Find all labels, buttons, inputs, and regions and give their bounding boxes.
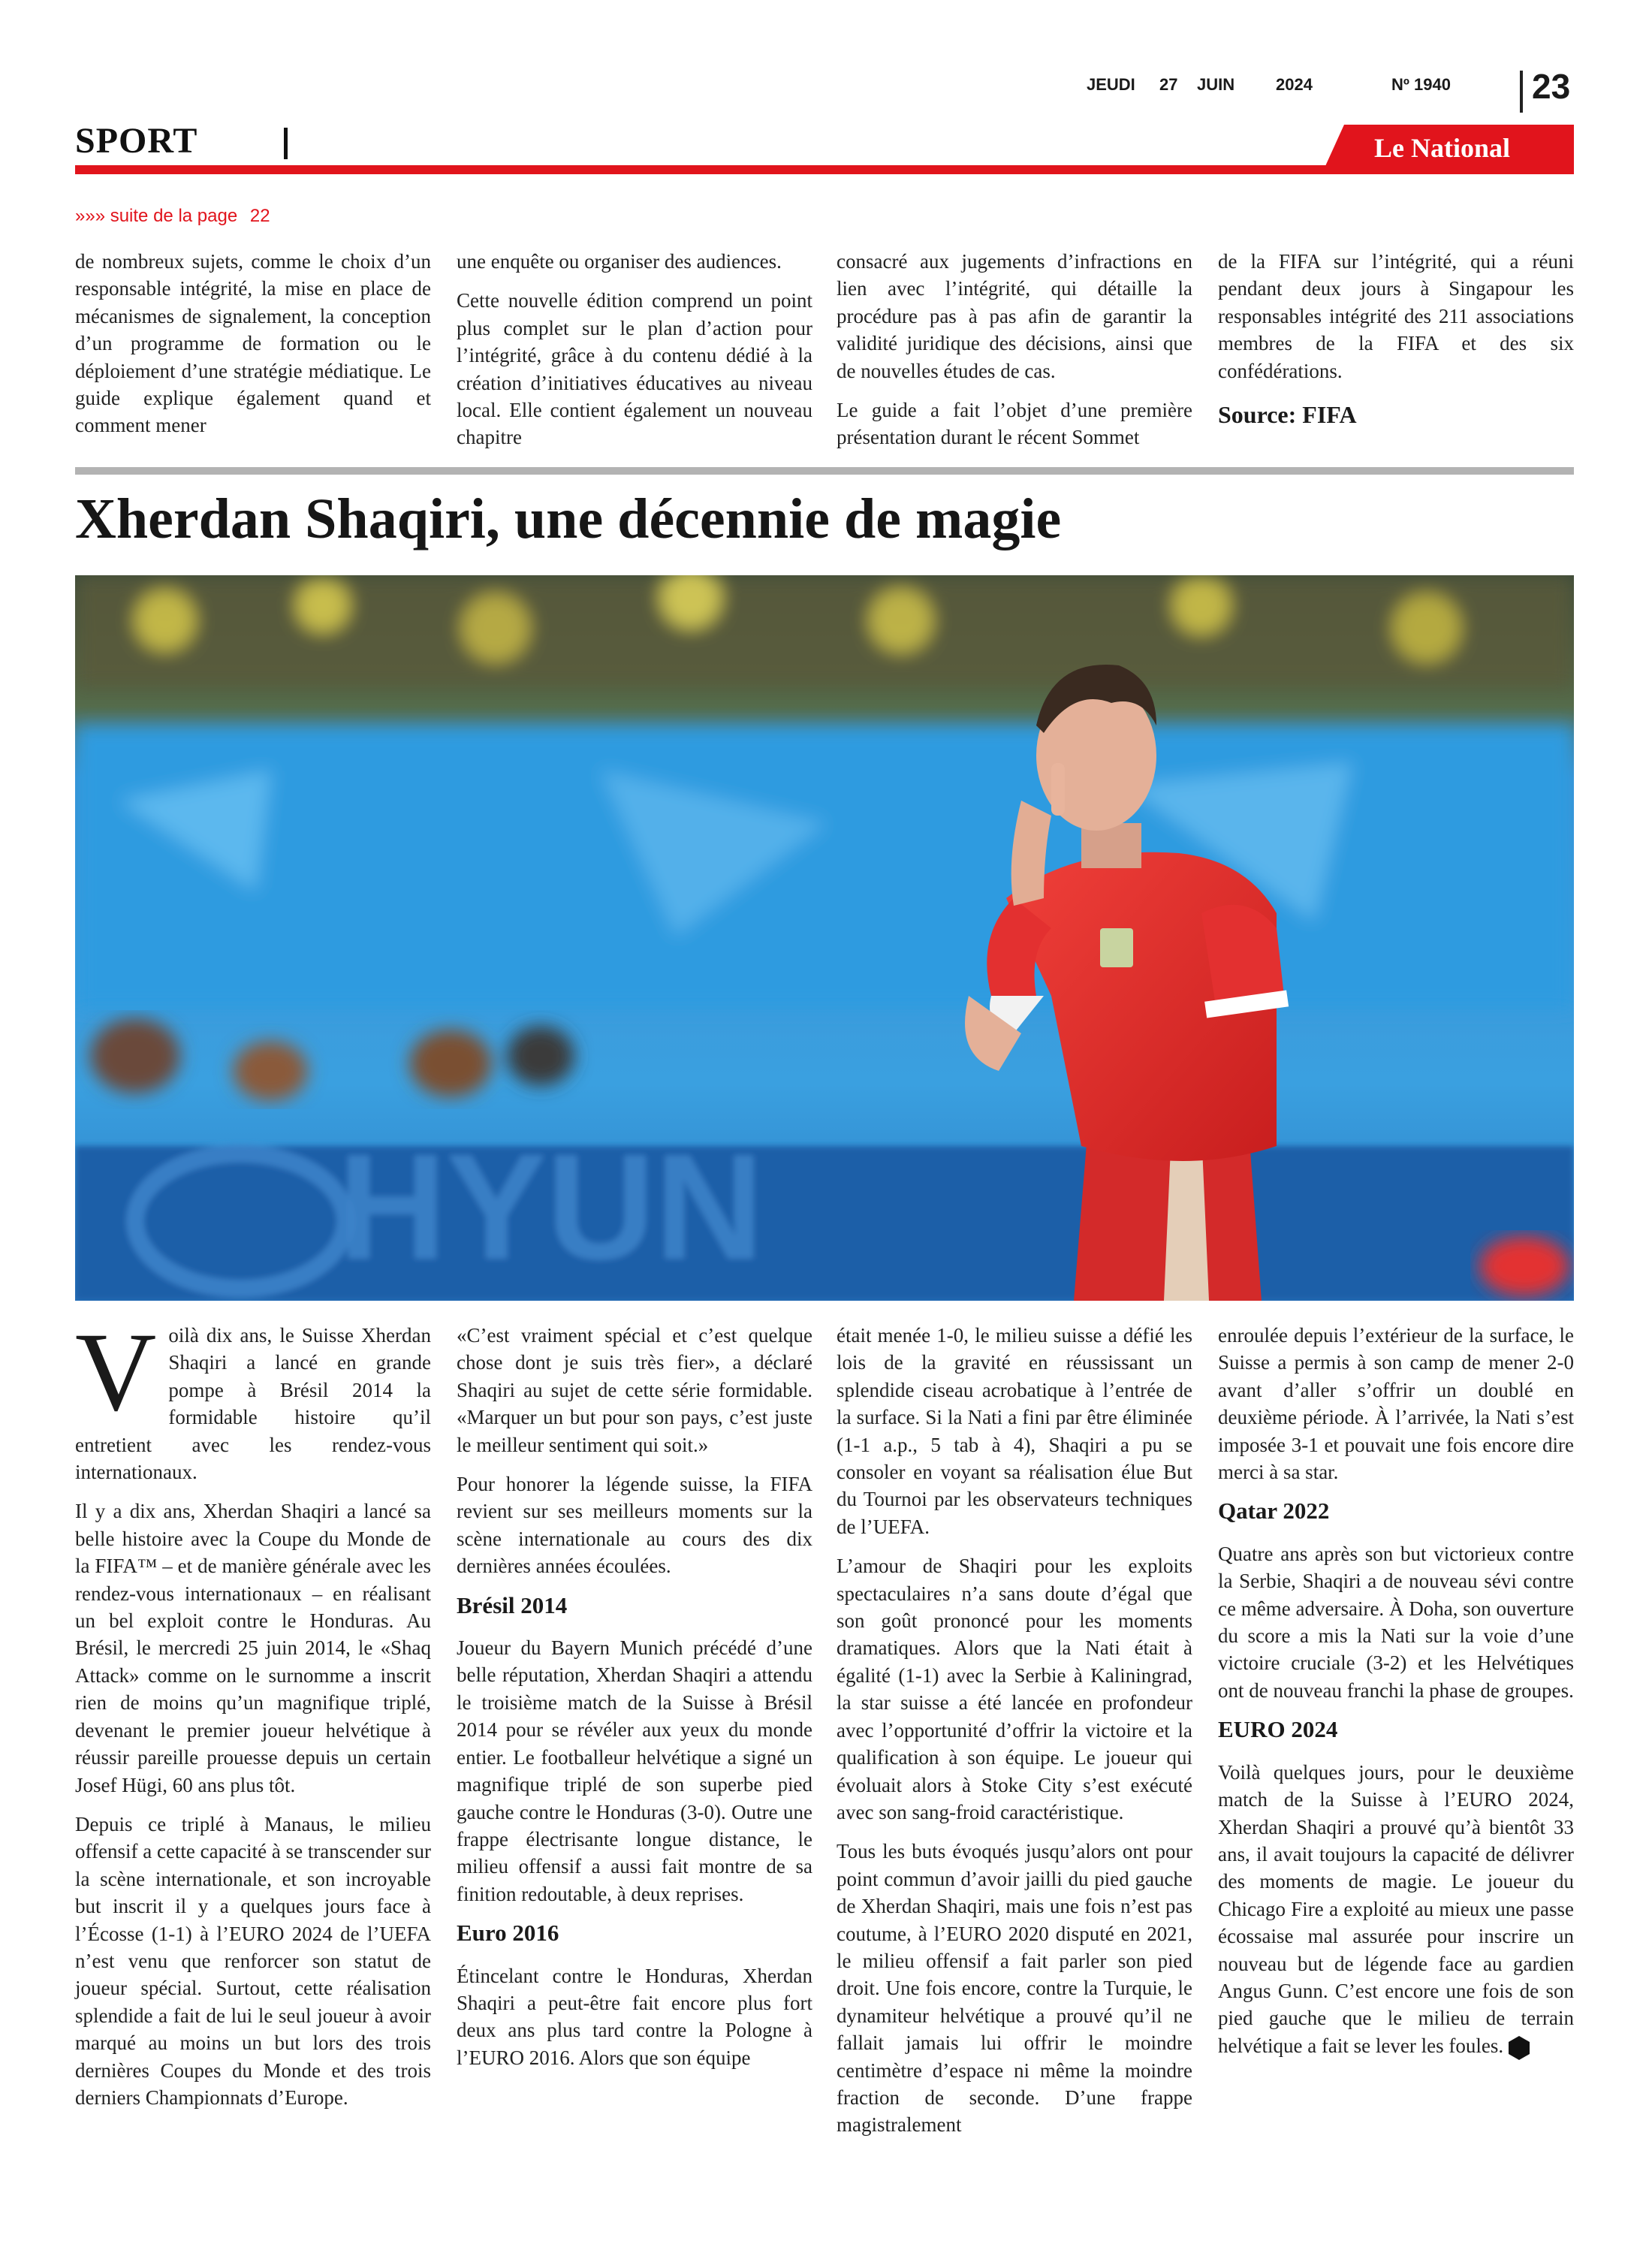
header-month: JUIN bbox=[1197, 75, 1235, 94]
header-day: JEUDI bbox=[1087, 75, 1135, 94]
article-separator-rule bbox=[75, 467, 1574, 475]
lead-paragraph: Voilà dix ans, le Suisse Xherdan Shaqiri a lancé en grande pompe à Brésil 2014 la formidable histoire qu’il entretient avec les rendez-vous internationaux. bbox=[75, 1310, 431, 1484]
paragraph: Étincelant contre le Honduras, Xherdan Shaqiri a peut-être fait encore plus fort deux ans plus tard contre la Pologne à l’EURO 2016. Alors que son équipe bbox=[457, 1964, 812, 2069]
header-date-number: 27 bbox=[1159, 75, 1178, 94]
svg-text:HYUN: HYUN bbox=[338, 1123, 764, 1291]
paragraph: «C’est vraiment spécial et c’est quelque chose dont je suis très fier», a déclaré Shaqiri au sujet de cette série formidable. «Marquer un but pour son pays, c’est juste le meilleur sentiment qui soit.» bbox=[457, 1324, 812, 1456]
top-article-column-4 bbox=[1218, 248, 1574, 440]
subheading-euro-2016: Euro 2016 bbox=[457, 1920, 559, 1947]
paragraph: de nombreux sujets, comme le choix d’un responsable intégrité, la mise en place de mécanismes de signalement, la conception d’un programme de formation ou le déploiement d’une stratégie médiatique. Le guide explique également quand et comment mener bbox=[75, 250, 431, 437]
top-article-column-2 bbox=[457, 248, 812, 463]
paragraph: consacré aux jugements d’infractions en lien avec l’intégrité, qui détaille la procédure pas à pas afin de garantir la validité juridique des décisions, ainsi que de nouvelles études de cas. bbox=[837, 250, 1192, 382]
page-number-divider bbox=[1520, 71, 1523, 113]
main-article-column-2 bbox=[457, 1322, 812, 2083]
top-article-column-3 bbox=[837, 248, 1192, 463]
end-of-article-icon bbox=[1506, 2035, 1532, 2061]
header-year: 2024 bbox=[1276, 75, 1313, 94]
issue-number: Nº 1940 bbox=[1391, 75, 1451, 94]
article-source: Source: FIFA bbox=[1218, 401, 1357, 429]
drop-cap: V bbox=[75, 1310, 157, 1434]
main-article-column-3 bbox=[837, 1322, 1192, 2151]
subheading-bresil-2014: Brésil 2014 bbox=[457, 1591, 568, 1618]
paragraph: Cette nouvelle édition comprend un point plus complet sur le plan d’action pour l’intégrité, grâce à du contenu dédié à la création d’initiatives éducatives au niveau local. Elle contient également un nouveau chapitre bbox=[457, 289, 812, 449]
paragraph: Tous les buts évoqués jusqu’alors ont pour point commun d’avoir jailli du pied gauche de Xherdan Shaqiri, mais une fois n’est pas coutume, à l’EURO 2020 disputé en 2021, le milieu offensif a fait parler son pied droit. Une fois encore, contre la Turquie, le dynamiteur helvétique a prouvé qu’il ne fallait jamais lui offrir le moindre centimètre d’espace ni même la moindre fraction de seconde. D’une frappe magistralement bbox=[837, 1840, 1192, 2137]
section-divider bbox=[284, 128, 288, 159]
continued-from-note bbox=[75, 206, 270, 227]
brand-name: Le National bbox=[1374, 133, 1511, 163]
continued-prefix: »»» suite de la page bbox=[75, 206, 238, 226]
page-number: 23 bbox=[1532, 67, 1571, 106]
paragraph: Depuis ce triplé à Manaus, le milieu offensif a cette capacité à se transcender sur la scène internationale, et son incroyable but inscrit il y a quelques jours face à l’Écosse (1-1) à l’EURO 2024 de l’UEFA n’est venu que renforcer son statut de joueur spécial. Surtout, cette réalisation splendide a fait de lui le seul joueur à avoir marqué au moins un but lors des trois dernières Coupes du Monde et des trois derniers Championnats d’Europe. bbox=[75, 1812, 431, 2109]
subheading-qatar-2022: Qatar 2022 bbox=[1218, 1497, 1330, 1525]
paragraph: une enquête ou organiser des audiences. bbox=[457, 250, 782, 273]
top-article-column-1 bbox=[75, 248, 431, 451]
paragraph: Quatre ans après son but victorieux contre la Serbie, Shaqiri a de nouveau sévi contre ce même adversaire. À Doha, son ouverture du score a mis la Nati sur la voie d’une victoire cruciale (3-2) et les Helvétiques ont de nouveau franchi la phase de groupes. bbox=[1218, 1542, 1574, 1702]
main-article-column-1 bbox=[75, 1310, 431, 2123]
paragraph: Joueur du Bayern Munich précédé d’une belle réputation, Xherdan Shaqiri a attendu le troisième match de la Suisse à Brésil 2014 pour se révéler aux yeux du monde entier. Le footballeur helvétique a signé un magnifique triplé de son superbe pied gauche contre le Honduras (3-0). Outre une frappe électrisante longue distance, le milieu offensif a aussi fait montre de sa finition redoutable, à deux reprises. bbox=[457, 1636, 812, 1905]
subheading-euro-2024: EURO 2024 bbox=[1218, 1716, 1338, 1743]
article-photo bbox=[75, 575, 1574, 1301]
paragraph: L’amour de Shaqiri pour les exploits spectaculaires n’a sans doute d’égal que son goût prononcé pour les moments dramatiques. Alors que la Nati était à égalité (1-1) avec la Serbie à Kaliningrad, la star suisse a été lancée en profondeur avec l’opportunité d’offrir la victoire et la qualification à son équipe. Le joueur qui évoluait alors à Stoke City s’est exécuté avec son sang-froid caractéristique. bbox=[837, 1555, 1192, 1823]
paragraph: enroulée depuis l’extérieur de la surface, le Suisse a permis à son camp de mener 2-0 avant d’aller s’offrir un doublé en deuxième période. À l’arrivée, la Nati s’est imposée 3-1 et pouvait une fois encore dire merci à sa star. bbox=[1218, 1324, 1574, 1484]
continued-page-link[interactable]: 22 bbox=[249, 206, 270, 226]
paragraph: de la FIFA sur l’intégrité, qui a réuni pendant deux jours à Singapour les responsables intégrité des 211 associations membres de la FIFA et des six confédérations. bbox=[1218, 250, 1574, 382]
main-article-column-4 bbox=[1218, 1322, 1574, 2073]
section-title: SPORT bbox=[75, 121, 198, 161]
paragraph: Le guide a fait l’objet d’une première présentation durant le récent Sommet bbox=[837, 399, 1192, 449]
footballer-celebration-illustration bbox=[75, 575, 1574, 1301]
article-headline: Xherdan Shaqiri, une décennie de magie bbox=[75, 487, 1062, 550]
paragraph: était menée 1-0, le milieu suisse a défié les lois de la gravité en réussissant un splendide ciseau acrobatique à l’entrée de la surface. Si la Nati a fini par être éliminée (1-1 a.p., 5 tab à 4), Shaqiri a pu se consoler en voyant sa réalisation élue But du Tournoi par les observateurs techniques de l’UEFA. bbox=[837, 1324, 1192, 1538]
paragraph: Il y a dix ans, Xherdan Shaqiri a lancé sa belle histoire avec la Coupe du Monde de la FIFA™ – et de manière générale avec les rendez-vous internationaux – en réalisant un bel exploit contre le Honduras. Au Brésil, le mercredi 25 juin 2014, le «Shaq Attack» comme on le surnomme a inscrit rien de moins qu’un magnifique triplé, devenant le premier joueur helvétique à réussir pareille prouesse depuis un certain Josef Hügi, 60 ans plus tôt. bbox=[75, 1500, 431, 1796]
paragraph: Pour honorer la légende suisse, la FIFA revient sur ses meilleurs moments sur la scène internationale au cours des dix dernières années écoulées. bbox=[457, 1473, 812, 1578]
final-paragraph: Voilà quelques jours, pour le deuxième match de la Suisse à l’EURO 2024, Xherdan Shaqiri a prouvé qu’à bientôt 33 ans, il avait toujours la capacité de délivrer des moments de magie. Le joueur du Chicago Fire a exploité au mieux une passe écossaise mal assurée pour inscrire un nouveau but de légende face au gardien Angus Gunn. C’est encore une fois de son pied gauche que le milieu de terrain helvétique a fait se lever les foules. bbox=[1218, 1759, 1574, 2061]
